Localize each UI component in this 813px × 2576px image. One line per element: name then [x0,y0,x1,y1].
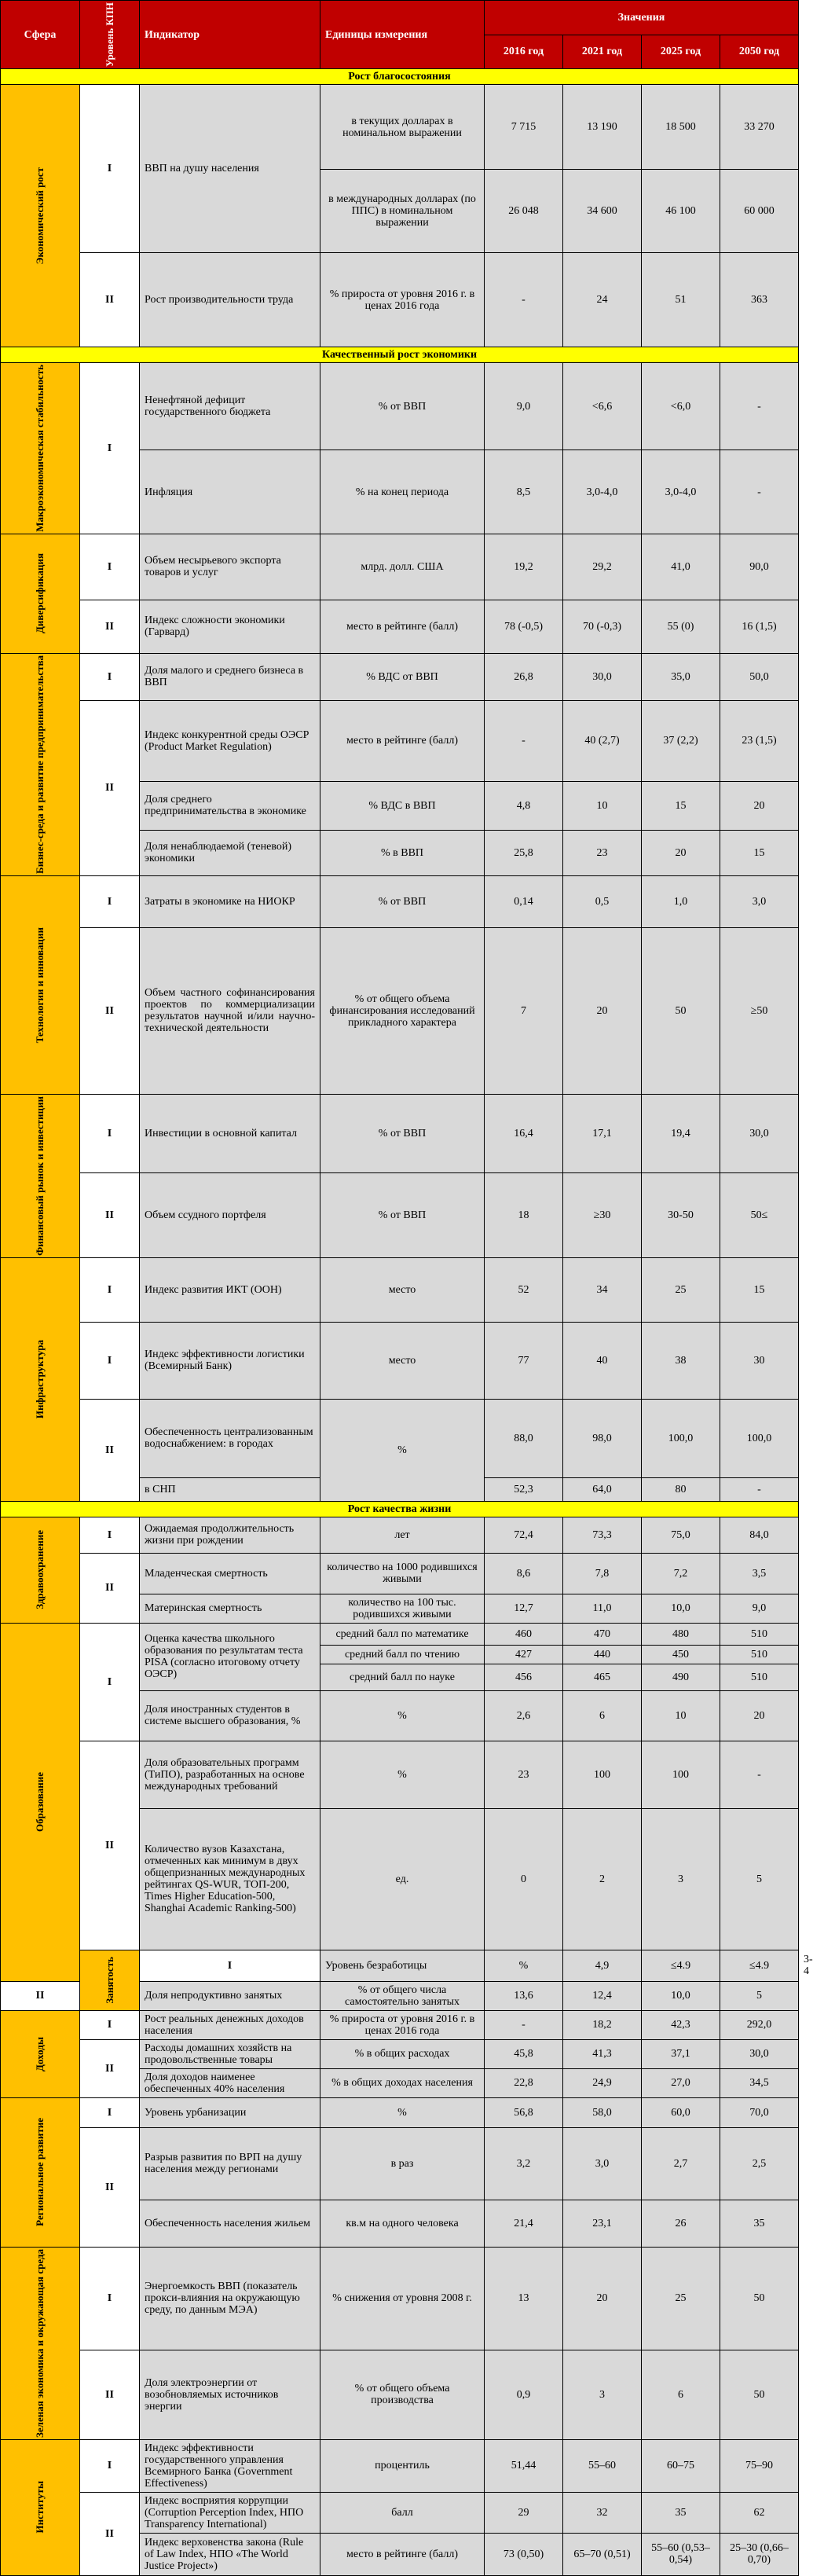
indicator-cell: Доля непродуктивно занятых [140,1981,320,2010]
value-cell: 470 [563,1623,642,1645]
indicator-cell: в СНП [140,1477,320,1501]
value-cell: 77 [485,1322,563,1399]
level-cell: I [140,1950,320,1981]
level-cell: II [80,1741,140,1950]
value-cell: 34 [563,1257,642,1322]
value-cell: 41,0 [642,534,720,600]
indicator-cell: Индекс верховенства закона (Rule of Law Index, НПО «The World Justice Project») [140,2533,320,2575]
indicator-cell: Индекс эффективности государственного управления Всемирного Банка (Government Effectiveness) [140,2439,320,2492]
value-cell: 5 [720,1981,799,2010]
value-cell: 29 [485,2492,563,2533]
value-cell: 38 [642,1322,720,1399]
value-cell: 23 (1,5) [720,700,799,781]
value-cell: 3 [642,1808,720,1950]
value-cell: 25 [642,1257,720,1322]
value-cell: 10,0 [642,1594,720,1623]
unit-cell: средний балл по чтению [320,1645,485,1664]
value-cell: 51 [642,253,720,347]
level-cell: I [80,2439,140,2492]
level-cell: I [80,1517,140,1553]
value-cell: 17,1 [563,1094,642,1172]
value-cell: 7,8 [563,1553,642,1594]
value-cell: 60 000 [720,170,799,253]
value-cell: 84,0 [720,1517,799,1553]
unit-cell: средний балл по математике [320,1623,485,1645]
value-cell: ≥50 [720,927,799,1094]
value-cell: 70,0 [720,2097,799,2127]
level-cell: II [80,1172,140,1257]
unit-cell: % [320,1741,485,1808]
value-cell: 3,0-4,0 [563,450,642,534]
indicator-cell: Затраты в экономике на НИОКР [140,875,320,927]
value-cell: ≤4.9 [720,1950,799,1981]
unit-cell: средний балл по науке [320,1664,485,1690]
value-cell: 40 [563,1322,642,1399]
value-cell: 46 100 [642,170,720,253]
value-cell: 24 [563,253,642,347]
level-cell: II [80,253,140,347]
level-cell: II [80,927,140,1094]
value-cell: 18 [485,1172,563,1257]
level-cell: I [80,1322,140,1399]
value-cell: 18 500 [642,85,720,170]
value-cell: 73,3 [563,1517,642,1553]
value-cell: 450 [642,1645,720,1664]
value-cell: - [720,450,799,534]
value-cell: 35 [720,2200,799,2247]
sphere-cell: Институты [1,2439,80,2575]
unit-cell: % от общего числа самостоятельно занятых [320,1981,485,2010]
unit-cell: место в рейтинге (балл) [320,2533,485,2575]
value-cell: - [485,700,563,781]
value-cell: 3,0 [720,875,799,927]
indicator-cell: Материнская смертность [140,1594,320,1623]
value-cell: ≤4.9 [642,1950,720,1981]
value-cell: <6,6 [563,363,642,450]
value-cell: 42,3 [642,2010,720,2039]
value-cell: 4,9 [563,1950,642,1981]
indicator-cell: Объем ссудного портфеля [140,1172,320,1257]
unit-cell: место в рейтинге (балл) [320,600,485,653]
value-cell: 510 [720,1664,799,1690]
sphere-cell: Диверсификация [1,534,80,653]
value-cell: 510 [720,1623,799,1645]
value-cell: 50 [642,927,720,1094]
sphere-cell: Бизнес-среда и развитие предпринимательства [1,653,80,875]
value-cell: 12,7 [485,1594,563,1623]
value-cell: 6 [642,2350,720,2439]
value-cell: 510 [720,1645,799,1664]
value-cell: 55–60 (0,53–0,54) [642,2533,720,2575]
value-cell: 100 [563,1741,642,1808]
sphere-cell: Занятость [80,1950,140,2010]
value-cell: 26 048 [485,170,563,253]
indicator-cell: Индекс сложности экономики (Гарвард) [140,600,320,653]
value-cell: 35,0 [642,653,720,700]
section-title: Качественный рост экономики [1,347,799,363]
unit-cell: место [320,1322,485,1399]
value-cell: 30,0 [563,653,642,700]
unit-cell: % от ВВП [320,875,485,927]
indicator-cell: Ненефтяной дефицит государственного бюджета [140,363,320,450]
sphere-cell: Региональное развитие [1,2097,80,2247]
value-cell: 73 (0,50) [485,2533,563,2575]
value-cell: 23 [563,830,642,875]
unit-cell: балл [320,2492,485,2533]
indicator-cell: Инвестиции в основной капитал [140,1094,320,1172]
value-cell: 4,8 [485,781,563,830]
value-cell: 75–90 [720,2439,799,2492]
header-year: 2025 год [642,35,720,69]
unit-cell: место в рейтинге (балл) [320,700,485,781]
value-cell: 440 [563,1645,642,1664]
value-cell: 0,9 [485,2350,563,2439]
value-cell: 19,2 [485,534,563,600]
unit-cell: % от ВВП [320,1094,485,1172]
value-cell: 56,8 [485,2097,563,2127]
value-cell: 52,3 [485,1477,563,1501]
value-cell: 72,4 [485,1517,563,1553]
unit-cell: в раз [320,2127,485,2200]
header-indicator: Индикатор [140,1,320,69]
indicator-cell: Уровень урбанизации [140,2097,320,2127]
indicator-cell: Доля образовательных программ (ТиПО), разработанных на основе международных требований [140,1741,320,1808]
value-cell: 65–70 (0,51) [563,2533,642,2575]
value-cell: 22,8 [485,2068,563,2097]
value-cell: 78 (-0,5) [485,600,563,653]
section-title: Рост качества жизни [1,1501,799,1517]
value-cell: 23,1 [563,2200,642,2247]
value-cell: 20 [563,927,642,1094]
unit-cell: ед. [320,1808,485,1950]
value-cell: - [485,2010,563,2039]
indicator-cell: Оценка качества школьного образования по результатам теста PISA (согласно итоговому отчету ОЭСР) [140,1623,320,1690]
value-cell: 20 [720,781,799,830]
level-cell: I [80,85,140,253]
value-cell: 11,0 [563,1594,642,1623]
value-cell: 16,4 [485,1094,563,1172]
value-cell: 2,5 [720,2127,799,2200]
sphere-cell: Макроэкономическая стабильность [1,363,80,534]
value-cell: 29,2 [563,534,642,600]
value-cell: 64,0 [563,1477,642,1501]
value-cell: 51,44 [485,2439,563,2492]
value-cell: ≥30 [563,1172,642,1257]
value-cell: 8,6 [485,1553,563,1594]
indicator-cell: Количество вузов Казахстана, отмеченных как минимум в двух общепризнанных международных рейтингах QS-WUR, ТОП-200, Times Higher Education-500, Shanghai Academic Ranking-500) [140,1808,320,1950]
value-cell: 7 [485,927,563,1094]
value-cell: 25–30 (0,66–0,70) [720,2533,799,2575]
value-cell: 40 (2,7) [563,700,642,781]
value-cell: 9,0 [720,1594,799,1623]
value-cell: 33 270 [720,85,799,170]
unit-cell: млрд. долл. США [320,534,485,600]
value-cell: 50≤ [720,1172,799,1257]
unit-cell: % от ВВП [320,363,485,450]
value-cell: - [720,1741,799,1808]
unit-cell: % от общего объема производства [320,2350,485,2439]
value-cell: 7 715 [485,85,563,170]
sphere-cell: Финансовый рынок и инвестиции [1,1094,80,1257]
value-cell: 427 [485,1645,563,1664]
unit-cell: в международных долларах (по ППС) в номинальном выражении [320,170,485,253]
value-cell: 0 [485,1808,563,1950]
level-cell: I [80,653,140,700]
value-cell: 32 [563,2492,642,2533]
value-cell: 50 [720,2247,799,2350]
header-year: 2021 год [563,35,642,69]
level-cell: II [80,700,140,875]
level-cell: I [80,2247,140,2350]
value-cell: 80 [642,1477,720,1501]
value-cell: - [485,253,563,347]
value-cell: 98,0 [563,1399,642,1477]
indicator-cell: Доля ненаблюдаемой (теневой) экономики [140,830,320,875]
indicator-cell: Инфляция [140,450,320,534]
value-cell: 23 [485,1741,563,1808]
value-cell: 41,3 [563,2039,642,2068]
sphere-cell: Доходы [1,2010,80,2097]
value-cell: 0,5 [563,875,642,927]
value-cell: 88,0 [485,1399,563,1477]
header-sphere: Сфера [1,1,80,69]
level-cell: II [80,2350,140,2439]
value-cell: 480 [642,1623,720,1645]
header-row [1,1,799,35]
unit-cell: % [320,2097,485,2127]
indicator-cell: Индекс эффективности логистики (Всемирный Банк) [140,1322,320,1399]
value-cell: 55–60 [563,2439,642,2492]
unit-cell: лет [320,1517,485,1553]
value-cell: 292,0 [720,2010,799,2039]
value-cell: 465 [563,1664,642,1690]
value-cell: 1,0 [642,875,720,927]
indicator-cell: Рост производительности труда [140,253,320,347]
value-cell: 21,4 [485,2200,563,2247]
value-cell: 363 [720,253,799,347]
value-cell: 10 [563,781,642,830]
value-cell: 5 [720,1808,799,1950]
level-cell: II [80,600,140,653]
unit-cell: % в общих доходах населения [320,2068,485,2097]
indicator-cell: Индекс восприятия коррупции (Corruption Perception Index, НПО Transparency International) [140,2492,320,2533]
value-cell: 24,9 [563,2068,642,2097]
value-cell: 9,0 [485,363,563,450]
section-title: Рост благосостояния [1,69,799,85]
level-cell: II [80,2039,140,2097]
unit-cell: % ВДС от ВВП [320,653,485,700]
value-cell: 30 [720,1322,799,1399]
level-cell: II [80,1399,140,1501]
indicator-cell: Индекс конкурентной среды ОЭСР (Product Market Regulation) [140,700,320,781]
value-cell: 27,0 [642,2068,720,2097]
value-cell: 30-50 [642,1172,720,1257]
value-cell: 37,1 [642,2039,720,2068]
value-cell: 55 (0) [642,600,720,653]
indicator-cell: Индекс развития ИКТ (ООН) [140,1257,320,1322]
value-cell: 100,0 [720,1399,799,1477]
unit-cell: % на конец периода [320,450,485,534]
value-cell: 26 [642,2200,720,2247]
value-cell: 3,2 [485,2127,563,2200]
level-cell: II [80,2127,140,2247]
level-cell: I [80,363,140,534]
value-cell: 2,6 [485,1690,563,1741]
header-year: 2016 год [485,35,563,69]
value-cell: 25 [642,2247,720,2350]
value-cell: 2,7 [642,2127,720,2200]
value-cell: 100,0 [642,1399,720,1477]
unit-cell: процентиль [320,2439,485,2492]
value-cell: 19,4 [642,1094,720,1172]
value-cell: 13 [485,2247,563,2350]
value-cell: 30,0 [720,2039,799,2068]
value-cell: 30,0 [720,1094,799,1172]
level-cell: I [80,1257,140,1322]
unit-cell: % прироста от уровня 2016 г. в ценах 2016 года [320,2010,485,2039]
value-cell: 37 (2,2) [642,700,720,781]
value-cell: 0,14 [485,875,563,927]
unit-cell: % в ВВП [320,830,485,875]
unit-cell: место [320,1257,485,1322]
indicator-cell: Обеспеченность населения жильем [140,2200,320,2247]
value-cell: 456 [485,1664,563,1690]
value-cell: 10,0 [642,1981,720,2010]
value-cell: 13 190 [563,85,642,170]
value-cell: 90,0 [720,534,799,600]
indicator-cell: Ожидаемая продолжительность жизни при рождении [140,1517,320,1553]
unit-cell: % [485,1950,563,1981]
level-cell: I [80,2010,140,2039]
unit-cell: % [320,1399,485,1501]
value-cell: 490 [642,1664,720,1690]
indicator-cell: Доля иностранных студентов в системе высшего образования, % [140,1690,320,1741]
value-cell: 52 [485,1257,563,1322]
unit-cell: кв.м на одного человека [320,2200,485,2247]
value-cell: 6 [563,1690,642,1741]
value-cell: 35 [642,2492,720,2533]
value-cell: 15 [642,781,720,830]
indicator-cell: Младенческая смертность [140,1553,320,1594]
value-cell: 13,6 [485,1981,563,2010]
indicator-cell: Доля малого и среднего бизнеса в ВВП [140,653,320,700]
indicator-cell: Уровень безработицы [320,1950,485,1981]
level-cell: I [80,1094,140,1172]
value-cell: 7,2 [642,1553,720,1594]
header-level: Уровень КПН [80,1,140,69]
level-cell: I [80,2097,140,2127]
level-cell: I [80,534,140,600]
value-cell: - [720,363,799,450]
value-cell: 34 600 [563,170,642,253]
unit-cell: количество на 100 тыс. родившихся живыми [320,1594,485,1623]
indicator-cell: Доля электроэнергии от возобновляемых источников энергии [140,2350,320,2439]
unit-cell: % от общего объема финансирования исследований прикладного характера [320,927,485,1094]
indicator-cell: Объем несырьевого экспорта товаров и услуг [140,534,320,600]
value-cell: 10 [642,1690,720,1741]
value-cell: 60–75 [642,2439,720,2492]
value-cell: - [720,1477,799,1501]
level-cell: II [80,1553,140,1623]
value-cell: 70 (-0,3) [563,600,642,653]
sphere-cell: Технологии и инновации [1,875,80,1094]
value-cell: 18,2 [563,2010,642,2039]
indicator-cell: Объем частного софинансирования проектов по коммерциализации результатов научной и/или научно-технической деятельности [140,927,320,1094]
kpi-table: Сфера Уровень КПН Индикатор Единицы измерения Значения 2016 год 2021 год 2025 год 2050 год Рост благосостояния Экономический рост I ВВП на душу населения в текущих долларах в номинальном выражении 7 715 13 190 18 500 33 270 в международных долларах (по ППС) в номинальном выражении 26 048 34 600 46 100 60 000 II Рост производительности труда % прироста от уровня 2016 г. в ценах 2016 года - 24 51 363 Качественный рост экономики Макроэкономическая стабильность I Ненефтяной дефицит государственного бюджета % от ВВП 9,0 <6,6 <6,0 - Инфляция % на конец периода 8,5 3,0-4,0 3,0-4,0 - Диверсификация I Объем несырьевого экспорта товаров и услуг млрд. долл. США 19,2 29,2 41,0 90,0 II Индекс сложности экономики (Гарвард) место в рейтинге (балл) 78 (-0,5) 70 (-0,3) 55 (0) 16 (1,5) Бизнес-среда и развитие предпринимательства I Доля малого и среднего бизнеса в ВВП % ВДС от ВВП 26,8 30,0 35,0 50,0 II Индекс конкурентной среды ОЭСР (Product Market Regulation) место в рейтинге (балл) - 40 (2,7) 37 (2,2) 23 (1,5) Доля среднего предпринимательства в экономике % ВДС в ВВП 4,8 10 15 20 Доля ненаблюдаемой (теневой) экономики % в ВВП 25,8 23 20 15 Технологии и инновации I Затраты в экономике на НИОКР % от ВВП 0,14 0,5 1,0 3,0 II Объем частного софинансирования проектов по коммерциализации результатов научной и/или научно-технической деятельности % от общего объема финансирования исследований прикладного характера 7 20 50 ≥50 Финансовый рынок и инвестиции I Инвестиции в основной капитал % от ВВП 16,4 17,1 19,4 30,0 II Объем ссудного портфеля % от ВВП 18 ≥30 30-50 50≤ Инфраструктура I Индекс развития ИКТ (ООН) место 52 34 25 15 I Индекс эффективности логистики (Всемирный Банк) место 77 40 38 30 II Обеспеченность централизованным водоснабжением: в городах % 88,0 98,0 100,0 100,0 в СНП 52,3 64,0 80 - Рост качества жизни Здравоохранение I Ожидаемая продолжительность жизни при рождении лет 72,4 73,3 75,0 84,0 II Младенческая смертность количество на 1000 родившихся живыми 8,6 7,8 7,2 3,5 Материнская смертность количество на 100 тыс. родившихся живыми 12,7 11,0 10,0 9,0 Образование I Оценка качества школьного образования по результатам теста PISA (согласно итоговому отчету ОЭСР) средний балл по математике 460 470 480 510 средний балл по чтению 427 440 450 510 средний балл по науке 456 465 490 510 Доля иностранных студентов в системе высшего образования, % % 2,6 6 10 20 II Доля образовательных программ (ТиПО), разработанных на основе международных требований % 23 100 100 - Количество вузов Казахстана, отмеченных как минимум в двух общепризнанных международных рейтингах QS-WUR, ТОП-200, Times Higher Education-500, Shanghai Academic Ranking-500) ед. 0 2 3 5 Занятость I Уровень безработицы % 4,9 ≤4.9 ≤4.9 3-4 II Доля непродуктивно занятых % от общего числа самостоятельно занятых 13,6 12,4 10,0 5 Доходы I Рост реальных денежных доходов населения % прироста от уровня 2016 г. в ценах 2016 года - 18,2 42,3 292,0 II Расходы домашних хозяйств на продовольственные товары % в общих расходах 45,8 41,3 37,1 30,0 Доля доходов наименее обеспеченных 40% населения % в общих доходах населения 22,8 24,9 27,0 34,5 Региональное развитие I Уровень урбанизации % 56,8 58,0 60,0 70,0 II Разрыв развития по ВРП на душу населения между регионами в раз 3,2 3,0 2,7 2,5 Обеспеченность населения жильем кв.м на одного человека 21,4 23,1 26 35 Зеленая экономика и окружающая среда I Энергоемкость ВВП (показатель прокси-влияния на окружающую среду, по данным МЭА) % снижения от уровня 2008 г. 13 20 25 50 II Доля электроэнергии от возобновляемых источников энергии % от общего объема производства 0,9 3 6 50 Институты I Индекс эффективности государственного управления Всемирного Банка (Government Effectiveness) процентиль 51,44 55–60 60–75 75–90 II Индекс восприятия коррупции (Corruption Perception Index, НПО Transparency International) балл 29 32 35 62 Индекс верховенства закона (Rule of Law Index, НПО «The World Justice Project») место в рейтинге (балл) 73 (0,50) 65–70 (0,51) 55–60 (0,53–0,54) 25–30 (0,66–0,70) [0,0,799,2576]
indicator-cell: Рост реальных денежных доходов населения [140,2010,320,2039]
indicator-cell: Разрыв развития по ВРП на душу населения между регионами [140,2127,320,2200]
unit-cell: % ВДС в ВВП [320,781,485,830]
unit-cell: % снижения от уровня 2008 г. [320,2247,485,2350]
indicator-cell: Доля доходов наименее обеспеченных 40% населения [140,2068,320,2097]
unit-cell: % в общих расходах [320,2039,485,2068]
header-values: Значения [485,1,799,35]
unit-cell: в текущих долларах в номинальном выражении [320,85,485,170]
value-cell: 2 [563,1808,642,1950]
sphere-cell: Образование [1,1623,80,1981]
unit-cell: количество на 1000 родившихся живыми [320,1553,485,1594]
indicator-cell: Расходы домашних хозяйств на продовольственные товары [140,2039,320,2068]
level-cell: I [80,875,140,927]
value-cell: 3,0 [563,2127,642,2200]
sphere-cell: Зеленая экономика и окружающая среда [1,2247,80,2439]
value-cell: 8,5 [485,450,563,534]
unit-cell: % прироста от уровня 2016 г. в ценах 2016 года [320,253,485,347]
level-cell: II [1,1981,80,2010]
unit-cell: % от ВВП [320,1172,485,1257]
value-cell: 58,0 [563,2097,642,2127]
value-cell: 75,0 [642,1517,720,1553]
value-cell: 60,0 [642,2097,720,2127]
value-cell: 100 [642,1741,720,1808]
indicator-cell: Обеспеченность централизованным водоснабжением: в городах [140,1399,320,1477]
indicator-cell: Доля среднего предпринимательства в экономике [140,781,320,830]
value-cell: 12,4 [563,1981,642,2010]
unit-cell: % [320,1690,485,1741]
value-cell: 3 [563,2350,642,2439]
value-cell: 3,5 [720,1553,799,1594]
sphere-cell: Экономический рост [1,85,80,347]
value-cell: 16 (1,5) [720,600,799,653]
value-cell: <6,0 [642,363,720,450]
value-cell: 25,8 [485,830,563,875]
value-cell: 20 [720,1690,799,1741]
value-cell: 62 [720,2492,799,2533]
value-cell: 50,0 [720,653,799,700]
level-cell: II [80,2492,140,2575]
level-cell: I [80,1623,140,1741]
sphere-cell: Инфраструктура [1,1257,80,1501]
value-cell: 45,8 [485,2039,563,2068]
value-cell: 460 [485,1623,563,1645]
indicator-cell: Энергоемкость ВВП (показатель прокси-влияния на окружающую среду, по данным МЭА) [140,2247,320,2350]
value-cell: 20 [642,830,720,875]
value-cell: 15 [720,1257,799,1322]
header-unit: Единицы измерения [320,1,485,69]
value-cell: 3,0-4,0 [642,450,720,534]
sphere-cell: Здравоохранение [1,1517,80,1623]
value-cell: 20 [563,2247,642,2350]
value-cell: 34,5 [720,2068,799,2097]
header-year: 2050 год [720,35,799,69]
indicator-cell: ВВП на душу населения [140,85,320,253]
value-cell: 15 [720,830,799,875]
value-cell: 26,8 [485,653,563,700]
value-cell: 50 [720,2350,799,2439]
